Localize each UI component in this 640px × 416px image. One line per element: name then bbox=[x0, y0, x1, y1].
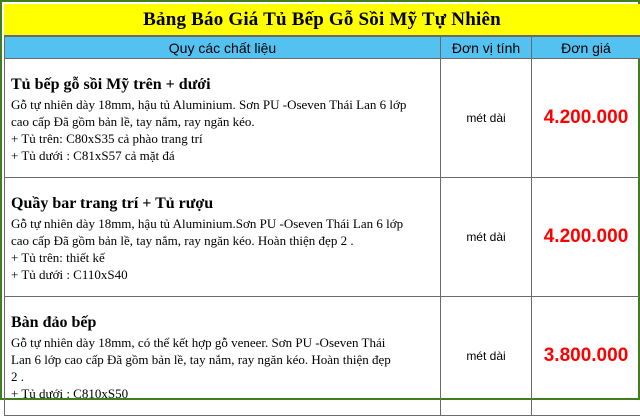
spec-line: 2 . bbox=[11, 368, 434, 385]
spec-line: Lan 6 lớp cao cấp Đã gồm bản lề, tay nắm, ray ngăn kéo. Hoàn thiện đẹp bbox=[11, 351, 434, 368]
spec-line: + Tủ dưới : C810xS50 bbox=[11, 385, 434, 402]
header-row bbox=[5, 37, 640, 59]
price-cell: 3.800.000 bbox=[532, 297, 640, 416]
unit-cell: mét dài bbox=[441, 178, 532, 297]
item-title: Tủ bếp gỗ sồi Mỹ trên + dưới bbox=[11, 75, 434, 95]
table-row bbox=[5, 297, 640, 416]
spec-line: Gỗ tự nhiên dày 18mm, hậu tủ Aluminium.Sơn PU -Oseven Thái Lan 6 lớp bbox=[11, 215, 434, 232]
price-cell: 4.200.000 bbox=[532, 178, 640, 297]
spec-line: cao cấp Đã gồm bản lề, tay nắm, ray ngăn kéo. Hoàn thiện đẹp 2 . bbox=[11, 232, 434, 249]
header-price: Đơn giá bbox=[532, 37, 640, 59]
spec-line: Gỗ tự nhiên dày 18mm, hậu tủ Aluminium. Sơn PU -Oseven Thái Lan 6 lớp bbox=[11, 96, 434, 113]
header-unit: Đơn vị tính bbox=[441, 37, 532, 59]
spec-cell bbox=[5, 297, 441, 416]
price-cell: 4.200.000 bbox=[532, 59, 640, 178]
spec-line: + Tủ dưới : C110xS40 bbox=[11, 266, 434, 283]
table-row bbox=[5, 178, 640, 297]
table-title: Bảng Báo Giá Tủ Bếp Gỗ Sồi Mỹ Tự Nhiên bbox=[4, 4, 640, 36]
price-table bbox=[4, 36, 640, 416]
spec-line: cao cấp Đã gồm bản lề, tay nắm, ray ngăn kéo. bbox=[11, 113, 434, 130]
spec-line: Gỗ tự nhiên dày 18mm, có thể kết hợp gỗ veneer. Sơn PU -Oseven Thái bbox=[11, 334, 434, 351]
item-title: Bàn đảo bếp bbox=[11, 313, 434, 333]
spec-line: + Tủ trên: thiết kế bbox=[11, 249, 434, 266]
unit-cell: mét dài bbox=[441, 297, 532, 416]
unit-cell: mét dài bbox=[441, 59, 532, 178]
header-spec: Quy các chất liệu bbox=[5, 37, 441, 59]
spec-line: + Tủ trên: C80xS35 cả phào trang trí bbox=[11, 130, 434, 147]
table-row bbox=[5, 59, 640, 178]
spec-line: + Tủ dưới : C81xS57 cả mặt đá bbox=[11, 147, 434, 164]
spec-cell bbox=[5, 59, 441, 178]
spec-cell bbox=[5, 178, 441, 297]
item-title: Quầy bar trang trí + Tủ rượu bbox=[11, 194, 434, 214]
